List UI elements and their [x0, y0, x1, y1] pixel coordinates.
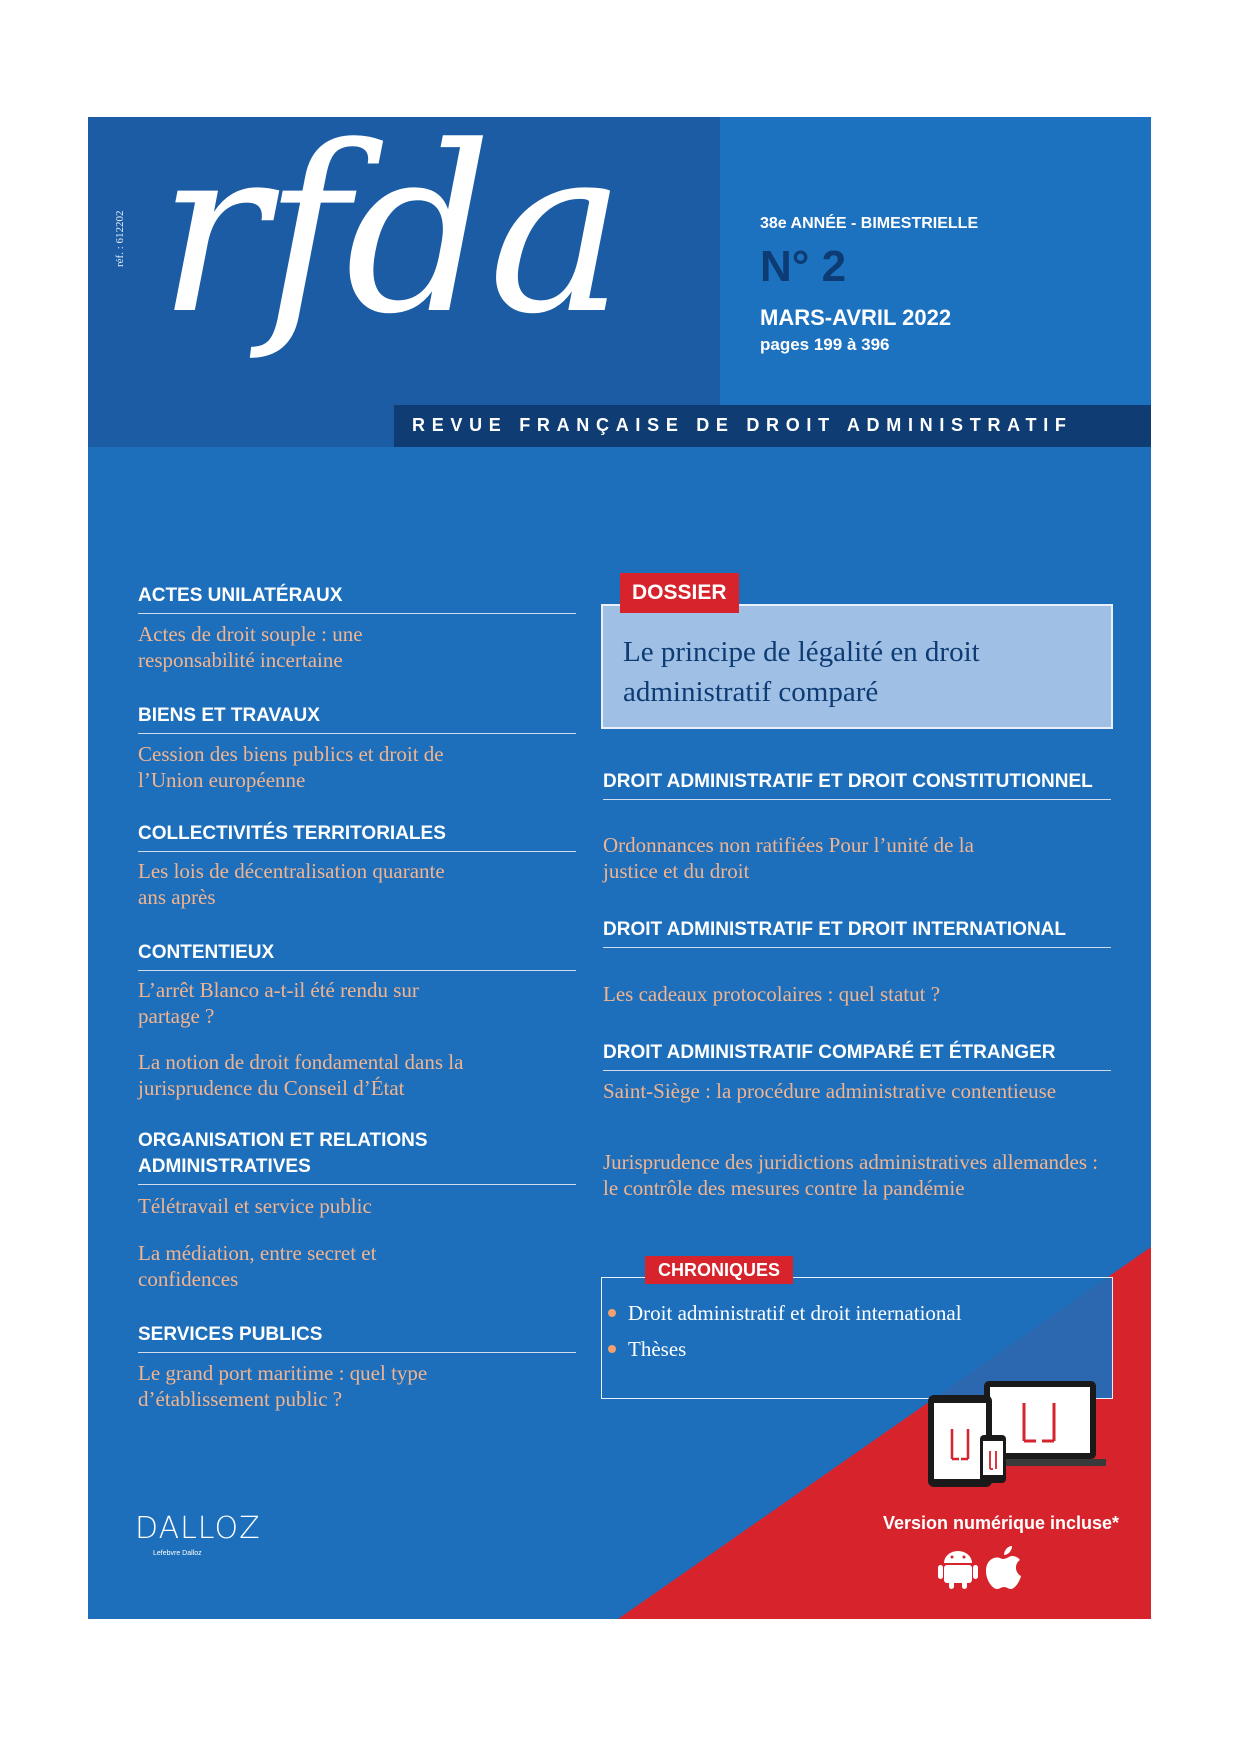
- chronique-item: [628, 1336, 686, 1362]
- dossier-title: Le principe de légalité en droit administratif comparé: [623, 636, 980, 708]
- article-title: Les cadeaux protocolaires : quel statut ?: [603, 982, 941, 1006]
- article-title: La médiation, entre secret et confidences: [138, 1241, 377, 1291]
- apple-icon: [986, 1546, 1021, 1589]
- article-title: La notion de droit fondamental dans la jurisprudence du Conseil d’État: [138, 1050, 464, 1100]
- section-heading: DROIT ADMINISTRATIF ET DROIT CONSTITUTIONNEL: [603, 769, 1111, 800]
- chronique-item: [628, 1300, 962, 1326]
- section-heading: ORGANISATION ET RELATIONS ADMINISTRATIVES: [138, 1128, 576, 1185]
- article-title: Saint-Siège : la procédure administrative contentieuse: [603, 1079, 1057, 1103]
- journal-logo: rfda: [158, 117, 622, 365]
- issue-date: MARS-AVRIL 2022: [760, 305, 952, 330]
- publisher-subtitle: Lefebvre Dalloz: [153, 1550, 202, 1557]
- chronique-label: Thèses: [628, 1337, 687, 1361]
- section-heading: DROIT ADMINISTRATIF ET DROIT INTERNATIONAL: [603, 917, 1111, 948]
- os-icons: [938, 1545, 1028, 1589]
- article-title: Les lois de décentralisation quarante ans après: [138, 859, 445, 909]
- dossier-box: [601, 604, 1113, 729]
- section-heading: BIENS ET TRAVAUX: [138, 703, 576, 734]
- publisher-name: DALLOZ: [135, 1511, 261, 1546]
- journal-subtitle: REVUE FRANÇAISE DE DROIT ADMINISTRATIF: [412, 415, 1073, 435]
- android-icon: [938, 1551, 978, 1589]
- digital-version-text: Version numérique incluse*: [882, 1513, 1120, 1533]
- section-heading: DROIT ADMINISTRATIF COMPARÉ ET ÉTRANGER: [603, 1040, 1111, 1071]
- subtitle-band: [394, 405, 1151, 447]
- section-heading: COLLECTIVITÉS TERRITORIALES: [138, 821, 576, 852]
- issue-number: N° 2: [760, 242, 847, 291]
- issue-meta: [760, 215, 978, 355]
- article-title: L’arrêt Blanco a-t-il été rendu sur partage ?: [138, 978, 419, 1028]
- chronique-label: Droit administratif et droit international: [628, 1301, 962, 1325]
- article-title: Télétravail et service public: [138, 1194, 372, 1218]
- article-title: Jurisprudence des juridictions administratives allemandes : le contrôle des mesures contre la pandémie: [603, 1150, 1099, 1200]
- section-heading: CONTENTIEUX: [138, 940, 576, 971]
- section-heading: SERVICES PUBLICS: [138, 1322, 576, 1353]
- bullet-icon: [608, 1309, 616, 1317]
- issue-pages: pages 199 à 396: [760, 335, 890, 354]
- article-title: Ordonnances non ratifiées Pour l’unité de la justice et du droit: [603, 833, 974, 883]
- section-heading: ACTES UNILATÉRAUX: [138, 583, 576, 614]
- magazine-cover: [88, 117, 1151, 1619]
- chroniques-label: CHRONIQUES: [645, 1256, 793, 1284]
- issue-year: 38e ANNÉE - BIMESTRIELLE: [760, 215, 979, 232]
- dossier-label: DOSSIER: [620, 573, 739, 613]
- publisher-logo: [135, 1511, 261, 1557]
- bullet-icon: [608, 1345, 616, 1353]
- article-title: Actes de droit souple : une responsabilité incertaine: [138, 622, 363, 672]
- article-title: Le grand port maritime : quel type d’établissement public ?: [138, 1361, 428, 1411]
- article-title: Cession des biens publics et droit de l’Union européenne: [138, 742, 444, 792]
- reference-code: réf. : 612202: [114, 210, 126, 267]
- devices-icon: [926, 1379, 1106, 1499]
